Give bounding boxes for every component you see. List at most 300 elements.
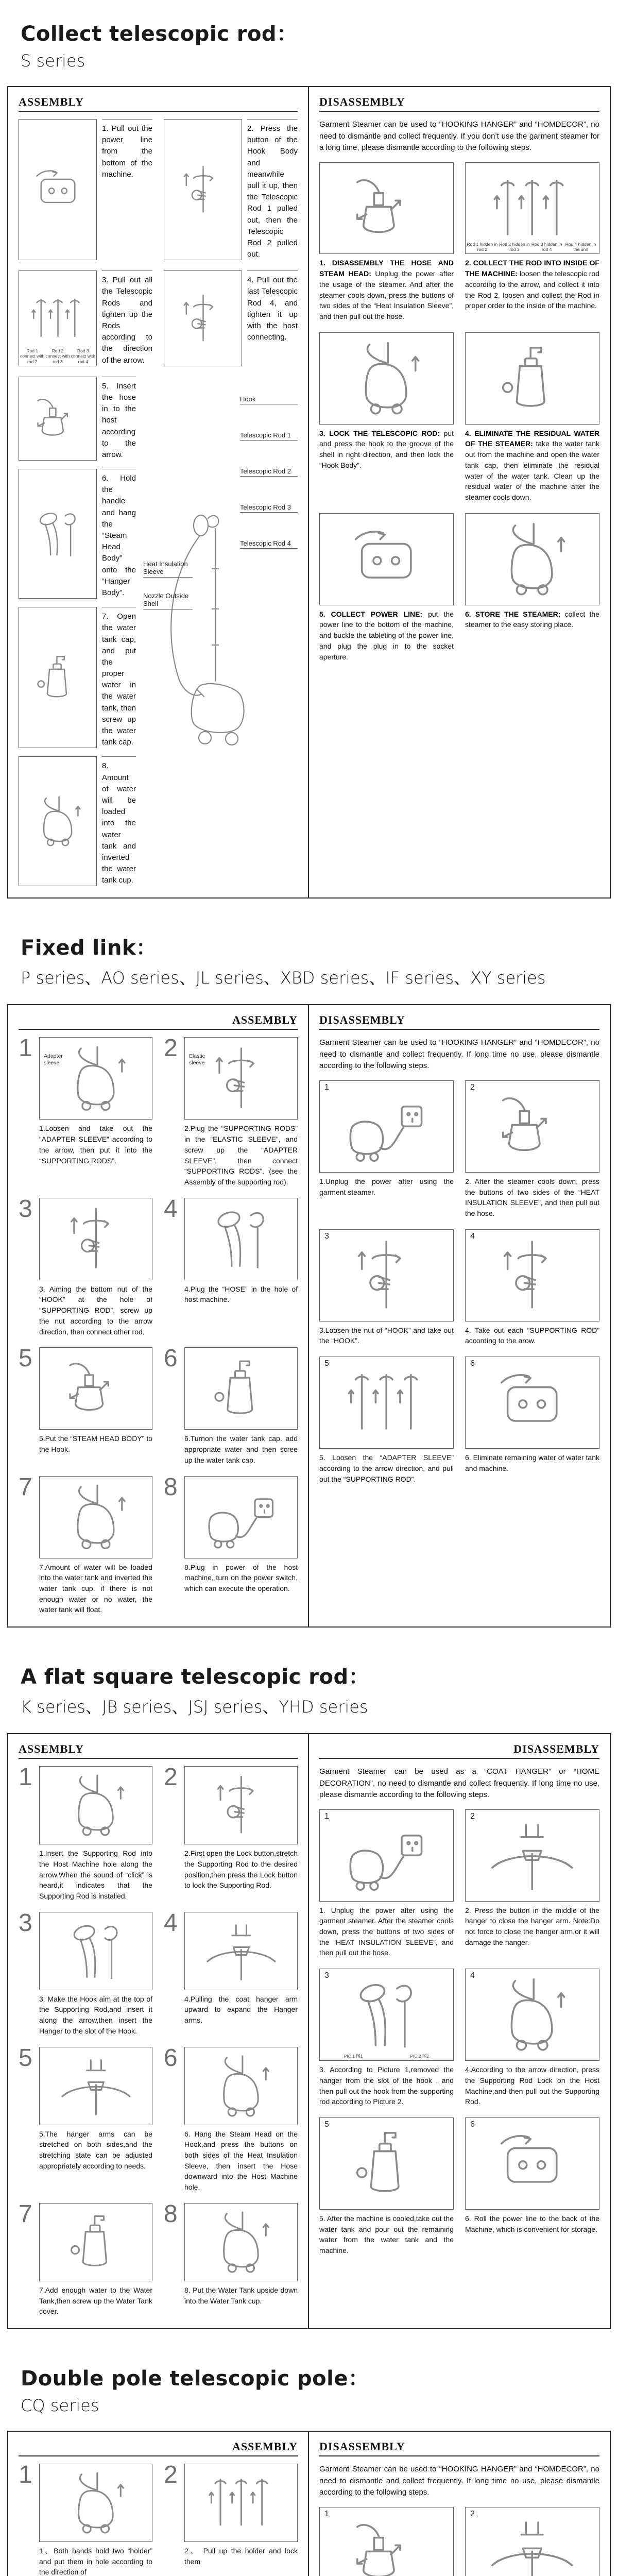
step-body <box>184 2203 298 2317</box>
step-number: 6 <box>164 1345 178 1372</box>
instruction-step <box>19 1037 152 1187</box>
step-body <box>465 2117 599 2256</box>
hose-sketch <box>50 1354 142 1423</box>
step-caption: 1.Loosen and take out the “ADAPTER SLEEVE” according to the arrow, then put it into the “SUPPORTING RODS”. <box>39 1124 152 1165</box>
step-illustration <box>319 332 454 425</box>
step-body <box>39 1198 152 1337</box>
step-body <box>164 119 298 260</box>
tank-sketch <box>26 619 90 737</box>
step-illustration <box>184 1198 298 1280</box>
step-illustration <box>319 1229 454 1321</box>
hanger-sketch <box>50 2054 142 2119</box>
hose-sketch <box>332 2515 441 2576</box>
assembly-header: ASSEMBLY <box>19 1013 298 1030</box>
step-body <box>184 1037 298 1187</box>
step-caption: 2.Plug the “SUPPORTING RODS” in the “ELASTIC SLEEVE”, and screw up the “ADAPTER SLEEVE”, then connect “SUPPORTING RODS”. (see the Assembly of the supporting rod). <box>184 1124 298 1187</box>
step-number: 5 <box>19 1345 32 1372</box>
step-body <box>39 1037 152 1187</box>
tank-sketch <box>195 1354 287 1423</box>
step-body <box>39 2047 152 2193</box>
head-sketch <box>50 1919 142 1984</box>
step-caption: 3. Pull out all the Telescopic Rods and tighten up the Rods according to the direction of the arrow. <box>102 270 152 366</box>
step-body <box>465 1229 599 1346</box>
step-caption: 8.Plug in power of the host machine, turn on the power switch, which can execute the operation. <box>184 1563 298 1592</box>
step-number: 5 <box>324 1359 329 1368</box>
hose-sketch <box>477 1088 587 1165</box>
step-illustration <box>319 2507 454 2576</box>
rod-sketch <box>477 1237 587 1314</box>
section-title: Double pole telescopic pole： <box>21 2367 369 2391</box>
step-body <box>319 513 454 663</box>
section-panel <box>7 1004 611 1628</box>
step-caption: 2. After the steamer cools down, press the buttons of two sides of the “HEAT INSULATION SLEEVE”, and then pull out the hose. <box>465 1177 599 1218</box>
step-body <box>184 1476 298 1616</box>
step-caption: 1.Insert the Supporting Rod into the Host Machine hole along the arrow.When the sound of “click” is heard,it indicates that the Supporting Rod is installed. <box>39 1849 152 1900</box>
step-body <box>465 1969 599 2107</box>
instruction-step <box>19 119 152 260</box>
step-body <box>164 270 298 366</box>
step-body <box>39 1766 152 1902</box>
step-illustration <box>39 1037 152 1120</box>
disassembly-header: DISASSEMBLY <box>319 1742 599 1759</box>
rods-sketch <box>195 2470 287 2535</box>
step-body <box>319 332 454 503</box>
step-body <box>39 2464 152 2576</box>
instruction-step <box>465 513 599 663</box>
rod-sketch <box>171 131 235 249</box>
step-illustration <box>465 2507 599 2576</box>
step-body <box>319 1229 454 1346</box>
step-illustration <box>184 1476 298 1558</box>
instruction-step <box>319 2117 454 2256</box>
step-number: 1 <box>19 2461 32 2489</box>
step-body <box>319 1969 454 2107</box>
step-number: 4 <box>470 1231 475 1241</box>
diagram-label-nozzle-outside-shell: Nozzle Outside Shell <box>143 592 193 609</box>
assembly-header: ASSEMBLY <box>19 2440 298 2456</box>
instruction-step <box>319 1809 454 1959</box>
instruction-step <box>164 1347 298 1465</box>
step-body <box>184 1912 298 2037</box>
step-body <box>319 1809 454 1959</box>
rod-sketch <box>332 1237 441 1314</box>
step-illustration <box>465 332 599 425</box>
disassembly-column <box>309 2432 610 2576</box>
instruction-step <box>465 2117 599 2256</box>
step-illustration <box>184 2464 298 2542</box>
step-body <box>465 2507 599 2576</box>
instruction-step <box>19 469 136 599</box>
step-illustration <box>19 119 97 260</box>
steamer-sketch <box>50 1483 142 1551</box>
illustration-part-label: Adapter sleeve <box>44 1053 63 1066</box>
step-illustration <box>184 2047 298 2125</box>
step-caption: 4. Pull out the last Telescopic Rod 4, and tighten it up with the host connecting. <box>247 270 298 366</box>
base-sketch <box>332 521 441 598</box>
instruction-step <box>164 1195 298 1337</box>
step-caption: 6. Hang the Steam Head on the Hook,and press the buttons on both sides of the Heat Insulation Sleeve, then insert the Hose downward into the Host Machine hole. <box>184 2129 298 2192</box>
step-body <box>465 332 599 503</box>
instruction-step <box>19 1195 152 1337</box>
step-illustration <box>465 1809 599 1902</box>
step-caption: 8. Put the Water Tank upside down into the Water Tank cup. <box>184 2285 298 2305</box>
section-flat-square-telescopic-rod <box>0 1660 618 2329</box>
assembly-column <box>8 2432 309 2576</box>
instruction-step <box>164 1766 298 1902</box>
step-caption: 2. Press the button of the Hook Body and meanwhile pull it up, then the Telescopic Rod 1 pulled out, then the Telescopic Rod 2 pulled out. <box>247 119 298 260</box>
illustration-subcaption: Rod 2 hidden in rod 3 <box>499 242 530 252</box>
step-caption: 3. LOCK THE TELESCOPIC ROD: put and press the hook to the groove of the shell in right direction, and then lock the “Hook Body”. <box>319 429 454 469</box>
step-illustration <box>39 2203 152 2281</box>
step-illustration <box>319 2117 454 2210</box>
step-body <box>465 513 599 663</box>
step-illustration <box>164 119 242 260</box>
steamer-sketch <box>195 2210 287 2275</box>
step-caption: 1. Unplug the power after using the garment steamer. After the steamer cools down, press the buttons of two sides of the “HEAT INSULATION SLEEVE”, and then pull out the hose. <box>319 1906 454 1957</box>
step-illustration <box>19 756 97 886</box>
step-number: 3 <box>19 1195 32 1223</box>
step-body <box>39 1347 152 1465</box>
step-body <box>19 377 136 461</box>
step-caption: 6. Eliminate remaining water of water tank and machine. <box>465 1453 599 1472</box>
illustration-subcaption: Rod 2 connect with rod 3 <box>45 348 70 364</box>
step-number: 2 <box>164 1035 178 1062</box>
instruction-step <box>19 377 136 461</box>
tank-sketch <box>332 2125 441 2202</box>
step-illustration <box>465 1969 599 2061</box>
step-caption: 6. Hold the handle and hang the “Steam Head Body” onto the “Hanger Body”. <box>102 469 136 599</box>
step-caption: 3. According to Picture 1,removed the hanger from the slot of the hook , and then pull out the hook from the supporting rod according to Picture 2. <box>319 2065 454 2106</box>
step-caption: 1、Both hands hold two “holder” and put them in hole according to the direction of <box>39 2547 152 2576</box>
step-illustration <box>319 513 454 605</box>
head-sketch <box>26 480 90 588</box>
rods-sketch <box>477 170 587 247</box>
step-caption-lead: 3. LOCK THE TELESCOPIC ROD: <box>319 429 444 437</box>
step-body <box>319 1357 454 1484</box>
step-number: 5 <box>324 2120 329 2129</box>
step-caption: 4.According to the arrow direction, press the Supporting Rod Lock on the Host Machine,and then pull out the Supporting Rod. <box>465 2065 599 2106</box>
step-illustration <box>39 1198 152 1280</box>
step-body <box>39 2203 152 2317</box>
step-body <box>319 1080 454 1219</box>
step-number: 1 <box>19 1764 32 1791</box>
step-caption: 6. STORE THE STEAMER: collect the steamer to the easy storing place. <box>465 609 599 629</box>
step-body <box>319 2507 454 2576</box>
instruction-step <box>465 162 599 322</box>
step-caption: 5. Loosen the “ADAPTER SLEEVE” according to the arrow direction, and pull out the “SUPPORTING ROD”. <box>319 1453 454 1483</box>
step-caption: 7.Add enough water to the Water Tank,then screw up the Water Tank cover. <box>39 2285 152 2316</box>
section-fixed-link <box>0 931 618 1628</box>
step-number: 3 <box>324 1971 329 1980</box>
step-illustration <box>319 1969 454 2061</box>
step-illustration <box>19 469 97 599</box>
step-caption: 3. Aiming the bottom nut of the “HOOK” at the hole of “SUPPORTING ROD”, screw up the nut according to the arrow direction, then connect other rod. <box>39 1284 152 1336</box>
section-panel <box>7 2431 611 2576</box>
section-panel <box>7 1733 611 2329</box>
steamer-sketch <box>477 521 587 598</box>
instruction-step <box>465 332 599 503</box>
base-sketch <box>477 1364 587 1441</box>
instruction-step <box>465 1809 599 1959</box>
step-illustration <box>184 1766 298 1844</box>
step-caption: 6. Roll the power line to the back of the Machine, which is convenient for storage. <box>465 2214 599 2233</box>
hose-sketch <box>332 170 441 247</box>
instruction-step <box>319 162 454 322</box>
step-caption-lead: 4. ELIMINATE THE RESIDUAL WATER OF THE STEAMER: <box>465 429 599 448</box>
step-body <box>39 1912 152 2037</box>
steamer-sketch <box>332 340 441 417</box>
illustration-subcaption: Rod 3 connect with rod 4 <box>71 348 95 364</box>
plug-sketch <box>195 1483 287 1551</box>
diagram-label-hook: Hook <box>240 395 298 405</box>
step-number: 2 <box>164 1764 178 1791</box>
step-illustration <box>465 1357 599 1449</box>
step-caption: 4. ELIMINATE THE RESIDUAL WATER OF THE STEAMER: take the water tank out from the machine and open the water tank cap, then eliminate the residual water of the water tank. Clean up the residual water of the machine after the steamer cools down. <box>465 429 599 502</box>
step-illustration <box>184 1037 298 1120</box>
instruction-step <box>164 1037 298 1187</box>
assembly-header: ASSEMBLY <box>19 1742 298 1759</box>
step-illustration <box>39 1347 152 1430</box>
step-body <box>184 1766 298 1902</box>
step-caption: 1. DISASSEMBLY THE HOSE AND STEAM HEAD: Unplug the power after the usage of the steamer. And after the steamer cools down, press the buttons of two sides of the “Heat Insulation Sleeve”, and then pull out the hose. <box>319 259 454 321</box>
instruction-step <box>465 1229 599 1346</box>
step-illustration <box>39 2464 152 2542</box>
step-number: 1 <box>19 1035 32 1062</box>
disassembly-header: DISASSEMBLY <box>319 2440 599 2456</box>
step-number: 1 <box>324 1082 329 1092</box>
step-illustration <box>319 1080 454 1173</box>
step-illustration <box>184 2203 298 2281</box>
step-body <box>184 2464 298 2576</box>
step-caption: 8. Amount of water will be loaded into the water tank and inverted the water tank cup. <box>102 756 136 886</box>
step-caption: 2、 Pull up the holder and lock them <box>184 2547 298 2566</box>
step-caption: 3.Loosen the nut of “HOOK” and take out the “HOOK”. <box>319 1326 454 1345</box>
section-title: Collect telescopic rod： <box>21 22 298 46</box>
steamer-sketch <box>195 2054 287 2119</box>
step-illustration <box>184 1912 298 1990</box>
steamer-parts-diagram <box>143 377 298 887</box>
diagram-label-heat-insulation-sleeve: Heat Insulation Sleeve <box>143 560 193 578</box>
rods-sketch <box>26 279 90 358</box>
step-illustration <box>39 1912 152 1990</box>
illustration-subcaption: Rod 1 hidden in rod 2 <box>467 242 498 252</box>
step-caption-lead: 6. STORE THE STEAMER: <box>465 609 565 618</box>
instruction-step <box>319 513 454 663</box>
step-body <box>19 756 136 886</box>
step-illustration <box>39 2047 152 2125</box>
step-illustration <box>19 607 97 748</box>
hanger-sketch <box>477 1817 587 1894</box>
illustration-subcaption: Rod 4 hidden in the unit <box>565 242 596 252</box>
step-caption: 4.Pulling the coat hanger arm upward to expand the Hanger arms. <box>184 1994 298 2025</box>
step-illustration <box>39 1766 152 1844</box>
instruction-step <box>19 1347 152 1465</box>
section-double-pole-telescopic-pole <box>0 2362 618 2576</box>
instruction-step <box>465 1969 599 2107</box>
step-body <box>19 607 136 748</box>
instruction-step <box>19 756 136 886</box>
step-illustration <box>164 270 242 366</box>
instruction-step <box>319 1080 454 1219</box>
instruction-step <box>19 1473 152 1616</box>
step-number: 2 <box>470 2509 475 2518</box>
base-sketch <box>26 131 90 249</box>
step-caption: 7. Open the water tank cap, and put the proper water in the water tank, then screw up the water tank cap. <box>102 607 136 748</box>
rod-sketch <box>50 1205 142 1273</box>
step-caption: 2. Press the button in the middle of the hanger to close the hanger arm. Note:Do not force to close the hanger arm,or it will damage the hanger. <box>465 1906 599 1946</box>
step-caption: 3. Make the Hook aim at the top of the Supporting Rod,and insert it along the arrow,then insert the Hanger to the slot of the Hook. <box>39 1994 152 2035</box>
tank-sketch <box>477 340 587 417</box>
illustration-subcaptions <box>20 348 95 364</box>
step-caption: 5.Put the “STEAM HEAD BODY” to the Hook. <box>39 1434 152 1454</box>
section-series: P series、AO series、JL series、XBD series、IF series、XY series <box>21 968 546 988</box>
step-number: 3 <box>324 1231 329 1241</box>
hose-sketch <box>26 384 90 454</box>
steamer-diagram-sketch <box>143 377 298 887</box>
step-caption: 2.First open the Lock button,stretch the Supporting Rod to the desired position,then press the Lock button to lock the Supporting Rod. <box>184 1849 298 1890</box>
steamer-sketch <box>50 1773 142 1838</box>
illustration-subcaption: PIC.2 图2 <box>410 2053 430 2059</box>
diagram-label-rod3: Telescopic Rod 3 <box>240 503 298 513</box>
section-title: Fixed link： <box>21 936 157 960</box>
step-illustration <box>319 1357 454 1449</box>
instruction-step <box>465 1357 599 1484</box>
instruction-step <box>164 2461 298 2576</box>
step-number: 3 <box>19 1909 32 1937</box>
instruction-step <box>164 2200 298 2317</box>
instruction-step <box>465 2507 599 2576</box>
diagram-label-rod1: Telescopic Rod 1 <box>240 431 298 441</box>
step-body <box>19 119 152 260</box>
step-body <box>465 1357 599 1484</box>
disassembly-intro: Garment Steamer can be used as a “COAT HANGER” or “HOME DECORATION”, no need to dismantle and collect frequently. If long time no use, please dismantle according to the following steps. <box>319 1767 599 1800</box>
step-body <box>319 2117 454 2256</box>
disassembly-header: DISASSEMBLY <box>319 1013 599 1030</box>
disassembly-intro: Garment Steamer can be used to “HOOKING HANGER” and “HOMDECOR”, no need to dismantle and collect frequently. If long time no use, please dismantle according to the following steps. <box>319 2465 599 2497</box>
section-panel <box>7 86 611 899</box>
step-number: 4 <box>470 1971 475 1980</box>
step-caption: 1.Unplug the power after using the garment steamer. <box>319 1177 454 1196</box>
step-number: 8 <box>164 2200 178 2228</box>
step-number: 6 <box>470 2120 475 2129</box>
disassembly-header: DISASSEMBLY <box>319 95 599 112</box>
illustration-subcaption: PIC.1 图1 <box>344 2053 363 2059</box>
diagram-label-rod2: Telescopic Rod 2 <box>240 467 298 477</box>
step-caption: 4. Take out each “SUPPORTING ROD” according to the arow. <box>465 1326 599 1345</box>
instruction-step <box>19 270 152 366</box>
step-number: 8 <box>164 1473 178 1501</box>
head-sketch <box>332 1976 441 2053</box>
step-number: 2 <box>164 2461 178 2489</box>
step-number: 4 <box>164 1195 178 1223</box>
rod-sketch <box>171 279 235 358</box>
step-caption: 7.Amount of water will be loaded into the water tank and inverted the water tank cup. if there is not enough water or no water, the water tank will float. <box>39 1563 152 1614</box>
disassembly-intro: Garment Steamer can be used to “HOOKING HANGER” and “HOMDECOR”, no need to dismantle and collect frequently. If you don’t use the garment steamer for a long time, please dismantle according to the following steps. <box>319 120 599 152</box>
step-caption: 5. After the machine is cooled,take out the water tank and pour out the remaining water from the water tank and the machine. <box>319 2214 454 2255</box>
section-collect-telescopic-rod <box>0 18 618 899</box>
step-number: 7 <box>19 1473 32 1501</box>
instruction-step <box>19 1766 152 1902</box>
plug-sketch <box>332 1817 441 1894</box>
illustration-subcaptions <box>467 242 598 252</box>
step-number: 7 <box>19 2200 32 2228</box>
step-illustration <box>19 377 97 461</box>
instruction-step <box>465 1080 599 1219</box>
illustration-subcaptions <box>321 2054 452 2059</box>
section-series: K series、JB series、JSJ series、YHD series <box>21 1697 368 1717</box>
step-illustration <box>39 1476 152 1558</box>
step-body <box>39 1476 152 1616</box>
assembly-column <box>8 1005 309 1626</box>
assembly-header: ASSEMBLY <box>19 95 298 112</box>
step-illustration <box>465 2117 599 2210</box>
instruction-step <box>164 2044 298 2193</box>
step-body <box>19 469 136 599</box>
instruction-step <box>19 607 136 748</box>
step-body <box>184 2047 298 2193</box>
disassembly-column <box>309 1734 610 2328</box>
step-number: 5 <box>19 2044 32 2072</box>
step-number: 1 <box>324 2509 329 2518</box>
hanger-sketch <box>477 2515 587 2576</box>
step-illustration <box>319 162 454 255</box>
step-illustration <box>465 1080 599 1173</box>
step-caption: 5.The hanger arms can be stretched on both sides,and the stretching state can be adjusted appropriately according to needs. <box>39 2129 152 2170</box>
step-illustration <box>319 1809 454 1902</box>
step-number: 6 <box>164 2044 178 2072</box>
step-number: 1 <box>324 1811 329 1821</box>
step-caption-lead: 2. COLLECT THE ROD INTO INSIDE OF THE MACHINE: <box>465 259 599 278</box>
steamer-sketch <box>26 767 90 875</box>
step-caption: 6.Turnon the water tank cap. add appropriate water and then scree up the water tank cap. <box>184 1434 298 1464</box>
instruction-step <box>319 332 454 503</box>
step-body <box>319 162 454 322</box>
instruction-step <box>319 1357 454 1484</box>
section-title: A flat square telescopic rod： <box>21 1665 370 1689</box>
instruction-step <box>164 119 298 260</box>
step-illustration <box>184 1347 298 1430</box>
instruction-step <box>319 2507 454 2576</box>
step-body <box>184 1347 298 1465</box>
instruction-step <box>164 270 298 366</box>
step-illustration <box>465 513 599 605</box>
step-body <box>19 270 152 366</box>
rod-sketch <box>195 1773 287 1838</box>
instruction-step <box>164 1909 298 2037</box>
step-number: 2 <box>470 1811 475 1821</box>
rods-sketch <box>332 1364 441 1441</box>
instruction-step <box>319 1969 454 2107</box>
disassembly-column <box>309 87 610 897</box>
instruction-step <box>19 2461 152 2576</box>
step-body <box>465 162 599 322</box>
step-caption: 5. COLLECT POWER LINE: put the power line to the bottom of the machine, and buckle the tableting of the power line, and plug the plug in to the socket aperture. <box>319 609 454 661</box>
plug-sketch <box>332 1088 441 1165</box>
instruction-step <box>19 1909 152 2037</box>
instruction-step <box>164 1473 298 1616</box>
assembly-column <box>8 1734 309 2328</box>
step-number: 2 <box>470 1082 475 1092</box>
step-caption: 5. Insert the hose in to the host according to the arrow. <box>102 377 136 461</box>
steamer-sketch <box>50 2470 142 2535</box>
disassembly-column <box>309 1005 610 1626</box>
step-caption: 4.Plug the “HOSE” in the hole of host machine. <box>184 1284 298 1304</box>
instruction-step <box>319 1229 454 1346</box>
step-caption: 1. Pull out the power line from the bottom of the machine. <box>102 119 152 260</box>
step-illustration <box>465 162 599 255</box>
steamer-sketch <box>477 1976 587 2053</box>
step-body <box>184 1198 298 1337</box>
